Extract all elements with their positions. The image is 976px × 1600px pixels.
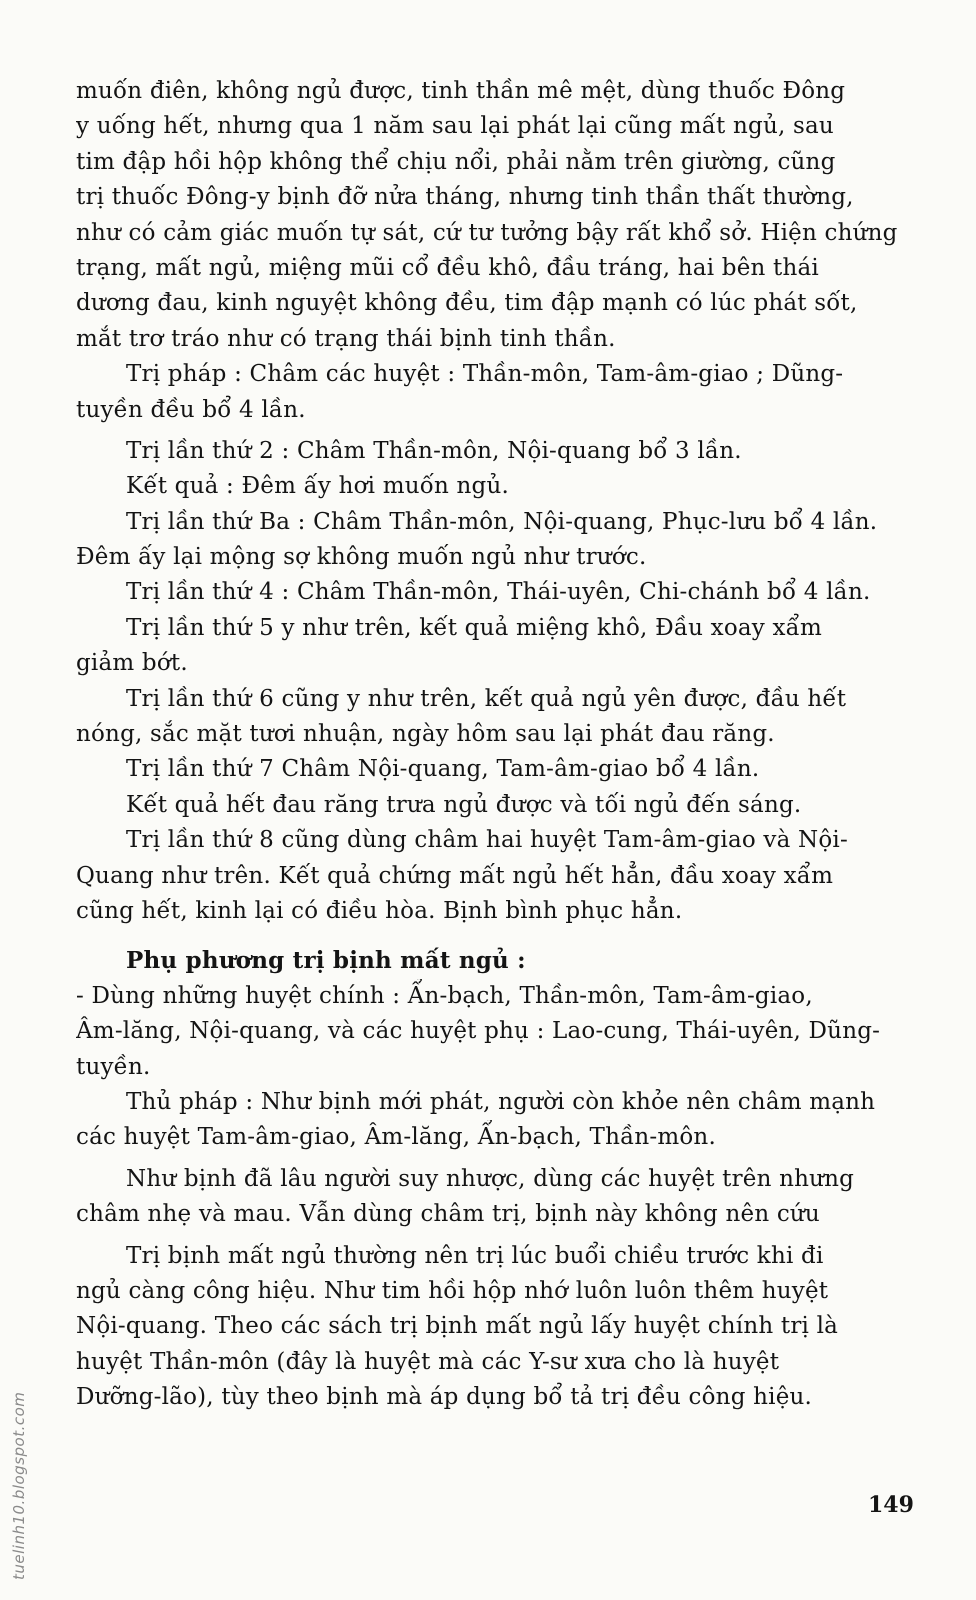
text-line: Thủ pháp : Như bịnh mới phát, người còn khỏe nên châm mạnh	[126, 1088, 876, 1115]
text-line: Kết quả hết đau răng trưa ngủ được và tối ngủ đến sáng.	[126, 791, 802, 818]
text-line: ngủ càng công hiệu. Như tim hồi hộp nhớ luôn luôn thêm huyệt	[76, 1277, 829, 1304]
text-line: Dưỡng-lão), tùy theo bịnh mà áp dụng bổ tả trị đều công hiệu.	[76, 1384, 813, 1411]
page-number: 149	[868, 1492, 914, 1518]
text-line: Trị pháp : Châm các huyệt : Thần-môn, Tam-âm-giao ; Dũng-	[126, 361, 844, 388]
text-line: huyệt Thần-môn (đây là huyệt mà các Y-sư xưa cho là huyệt	[76, 1348, 780, 1375]
text-line: Quang như trên. Kết quả chứng mất ngủ hết hẳn, đầu xoay xẩm	[76, 862, 834, 889]
text-line: mắt trơ tráo như có trạng thái bịnh tinh thần.	[76, 325, 616, 352]
text-line: Trị lần thứ Ba : Châm Thần-môn, Nội-quang, Phục-lưu bổ 4 lần.	[126, 508, 878, 535]
text-line: y uống hết, nhưng qua 1 năm sau lại phát lại cũng mất ngủ, sau	[76, 113, 834, 140]
body-text	[76, 74, 906, 1415]
text-line: Đêm ấy lại mộng sợ không muốn ngủ như trước.	[76, 544, 647, 571]
text-line: dương đau, kinh nguyệt không đều, tim đập mạnh có lúc phát sốt,	[76, 290, 858, 317]
section-heading: Phụ phương trị bịnh mất ngủ :	[126, 947, 526, 975]
text-line: trị thuốc Đông-y bịnh đỡ nửa tháng, nhưng tinh thần thất thường,	[76, 184, 854, 211]
text-line: Trị lần thứ 5 y như trên, kết quả miệng khô, Đầu xoay xẩm	[126, 614, 822, 641]
text-line: Trị lần thứ 8 cũng dùng châm hai huyệt Tam-âm-giao và Nội-	[126, 827, 848, 854]
text-line: tim đập hồi hộp không thể chịu nổi, phải nằm trên giường, cũng	[76, 148, 836, 175]
text-line: Trị bịnh mất ngủ thường nên trị lúc buổi chiều trước khi đi	[126, 1242, 824, 1269]
text-line: cũng hết, kinh lại có điều hòa. Bịnh bình phục hẳn.	[76, 897, 683, 924]
text-line: giảm bớt.	[76, 650, 188, 677]
text-line: Trị lần thứ 4 : Châm Thần-môn, Thái-uyên, Chi-chánh bổ 4 lần.	[126, 579, 871, 606]
text-line: tuyền.	[76, 1053, 151, 1080]
text-line: nóng, sắc mặt tươi nhuận, ngày hôm sau lại phát đau răng.	[76, 721, 775, 748]
text-line: các huyệt Tam-âm-giao, Âm-lăng, Ẩn-bạch, Thần-môn.	[76, 1124, 716, 1151]
text-line: trạng, mất ngủ, miệng mũi cổ đều khô, đầu tráng, hai bên thái	[76, 254, 819, 281]
text-line: Trị lần thứ 7 Châm Nội-quang, Tam-âm-giao bổ 4 lần.	[126, 756, 760, 783]
watermark-text: tuelinh10.blogspot.com	[10, 1391, 28, 1580]
text-line: Nội-quang. Theo các sách trị bịnh mất ngủ lấy huyệt chính trị là	[76, 1313, 839, 1340]
text-line: Trị lần thứ 6 cũng y như trên, kết quả ngủ yên được, đầu hết	[126, 685, 847, 712]
text-line: như có cảm giác muốn tự sát, cứ tư tưởng bậy rất khổ sở. Hiện chứng	[76, 219, 898, 246]
text-line: Trị lần thứ 2 : Châm Thần-môn, Nội-quang bổ 3 lần.	[126, 437, 742, 464]
text-line: Kết quả : Đêm ấy hơi muốn ngủ.	[126, 473, 510, 500]
text-line: - Dùng những huyệt chính : Ẩn-bạch, Thần-môn, Tam-âm-giao,	[76, 982, 813, 1009]
text-line: muốn điên, không ngủ được, tinh thần mê mệt, dùng thuốc Đông	[76, 78, 846, 104]
text-line: tuyền đều bổ 4 lần.	[76, 396, 306, 423]
text-line: Như bịnh đã lâu người suy nhược, dùng các huyệt trên nhưng	[126, 1165, 855, 1192]
text-line: Âm-lăng, Nội-quang, và các huyệt phụ : Lao-cung, Thái-uyên, Dũng-	[76, 1018, 881, 1045]
text-line: châm nhẹ và mau. Vẫn dùng châm trị, bịnh này không nên cứu	[76, 1201, 820, 1228]
